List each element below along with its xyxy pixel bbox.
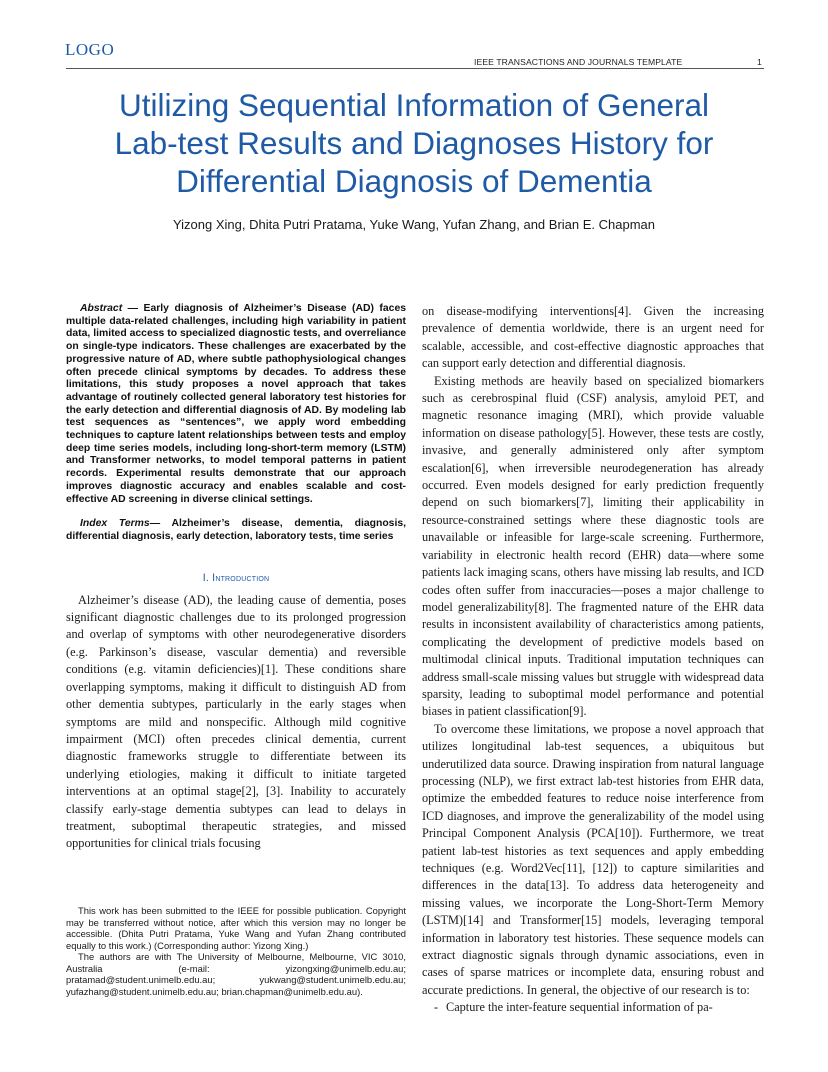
footnote-affiliation: The authors are with The University of Melbourne, Melbourne, VIC 3010, Australia (e-mail: yizongxing@unimelb.edu.au; pratamad@student.unimelb.edu.au; yukwang@student.unimelb.edu.au; yufazhang@student.unimelb.edu.au; brian.chapman@unimelb.edu.au).: [66, 951, 406, 997]
right-column: [422, 303, 764, 1017]
footnote-submission: This work has been submitted to the IEEE for possible publication. Copyright may be transferred without notice, after which this version may no longer be accessible. (Dhita Putri Pratama, Yuke Wang and Yufan Zhang contributed equally to this work.) (Corresponding author: Yizong Xing.): [66, 905, 406, 951]
author-list: Yizong Xing, Dhita Putri Pratama, Yuke Wang, Yufan Zhang, and Brian E. Chapman: [172, 217, 655, 232]
running-head: IEEE TRANSACTIONS AND JOURNALS TEMPLATE: [474, 57, 683, 67]
index-terms-lead: Index Terms: [80, 518, 150, 530]
intro-paragraph-3: To overcome these limitations, we propose a novel approach that utilizes longitudinal lab-test sequences, a ubiquitous but underutilized data source. Drawing inspiration from natural language processing (NLP), we first extract lab-test histories from EHR data, optimize the embedded features to reduce noise interference from ICD diagnoses, and improve the generalizability of the model using Principal Component Analysis (PCA[10]). Furthermore, we treat patient lab-test histories as text sequences and apply embedding techniques (e.g. Word2Vec[11], [12]) to capture similarities and differences in the data[13]. To address data heterogeneity and missing values, we incorporate the Long-Short-Term Memory (LSTM)[14] and Transformer[15] models, leveraging temporal information in laboratory test histories. These sequence models can extract diagnostic signals through dynamic associations, even in cases of sparse matrices or incomplete data, ensuring robust and accurate predictions. In general, the objective of our research is to:: [422, 721, 764, 997]
footnote: [66, 905, 406, 997]
abstract-text: — Early diagnosis of Alzheimer’s Disease (AD) faces multiple data-related challenges, including high variability in patient data, limited access to specialized diagnostic tests, and overreliance on single-type indicators. These challenges are exacerbated by the progressive nature of AD, where subtle pathophysiological changes often precede clinical symptoms by decades. To address these limitations, this study proposes a novel approach that takes advantage of routinely collected general laboratory test histories for the early detection and differential diagnosis of AD. By modeling lab test sequences as “sentences”, we apply word embedding techniques to capture latent relationships between tests and employ deep time series models, including long-short-term memory (LSTM) and Transformer networks, to model temporal patterns in patient records. Experimental results demonstrate that our approach improves diagnostic accuracy and enables scalable and cost-effective AD screening in diverse clinical settings.: [66, 303, 406, 505]
header-rule: [66, 68, 764, 69]
index-terms-text: — Alzheimer’s disease, dementia, diagnosis, differential diagnosis, early detection, laboratory tests, time series: [66, 518, 407, 542]
intro-paragraph-1: Alzheimer’s disease (AD), the leading cause of dementia, poses significant diagnostic challenges due to its prolonged progression and overlap of symptoms with other neurodegenerative disorders (e.g. Parkinson’s disease, vascular dementia) and reversible conditions (e.g. vitamin deficiencies)[1]. These conditions share overlapping symptoms, making it difficult to distinguish AD from other dementia subtypes, particularly in the early stages when symptoms are mild and nonspecific. Although mild cognitive impairment (MCI) often precedes clinical dementia, current diagnostic frameworks struggle to differentiate between its underlying etiologies, making it difficult to initiate targeted interventions at an optimal stage[2], [3]. Inability to accurately classify early-stage dementia subtypes can lead to delays in treatment, suboptimal therapeutic strategies, and missed opportunities for clinical trials focusing: [66, 592, 406, 851]
title-line-2: Lab-test Results and Diagnoses History for: [114, 125, 714, 161]
page-number: 1: [757, 57, 762, 67]
objective-bullet-1-text: Capture the inter-feature sequential information of pa-: [446, 1000, 713, 1015]
index-terms: [66, 518, 406, 543]
left-column: [66, 303, 406, 853]
abstract-lead: Abstract: [80, 303, 123, 314]
title-line-3: Differential Diagnosis of Dementia: [176, 163, 652, 199]
intro-paragraph-2: Existing methods are heavily based on specialized biomarkers such as cerebrospinal fluid (CSF) analysis, amyloid PET, and magnetic resonance imaging (MRI), which provide valuable information on disease pathology[5]. However, these tests are costly, invasive, and generally administered only after symptom escalation[6], when irreversible neurodegeneration has already occurred. Even models designed for early prediction frequently depend on such biomarkers[7], limiting their applicability in resource-constrained settings where these diagnostic tools are unavailable or infeasible for large-scale screening. Furthermore, variability in electronic health record (EHR) data—where some patients lack imaging scans, others have missing lab results, and ICD codes often suffer from inaccuracies—poses a major challenge to model generalizability[8]. The fragmented nature of the EHR data results in inconsistent availability of characteristics among patients, complicating the development of predictive models based on multimodal clinical inputs. Traditional imputation techniques can address small-scale missing values but struggle with widespread data sparsity, leading to suboptimal model performance and potential biases in patient classification[9].: [422, 373, 764, 719]
journal-logo: LOGO: [65, 40, 115, 59]
title-line-1: Utilizing Sequential Information of General: [118, 87, 710, 123]
paper-title: [60, 86, 768, 200]
abstract: [66, 303, 406, 506]
objective-bullet-1: [422, 999, 764, 1016]
intro-paragraph-1-continued: on disease-modifying interventions[4]. Given the increasing prevalence of dementia worldwide, there is an urgent need for scalable, accessible, and cost-effective diagnostic approaches that can support early detection and differential diagnosis.: [422, 304, 764, 371]
bullet-dash-icon: -: [434, 1000, 439, 1015]
section-heading-introduction: I. Introduction: [202, 571, 270, 584]
